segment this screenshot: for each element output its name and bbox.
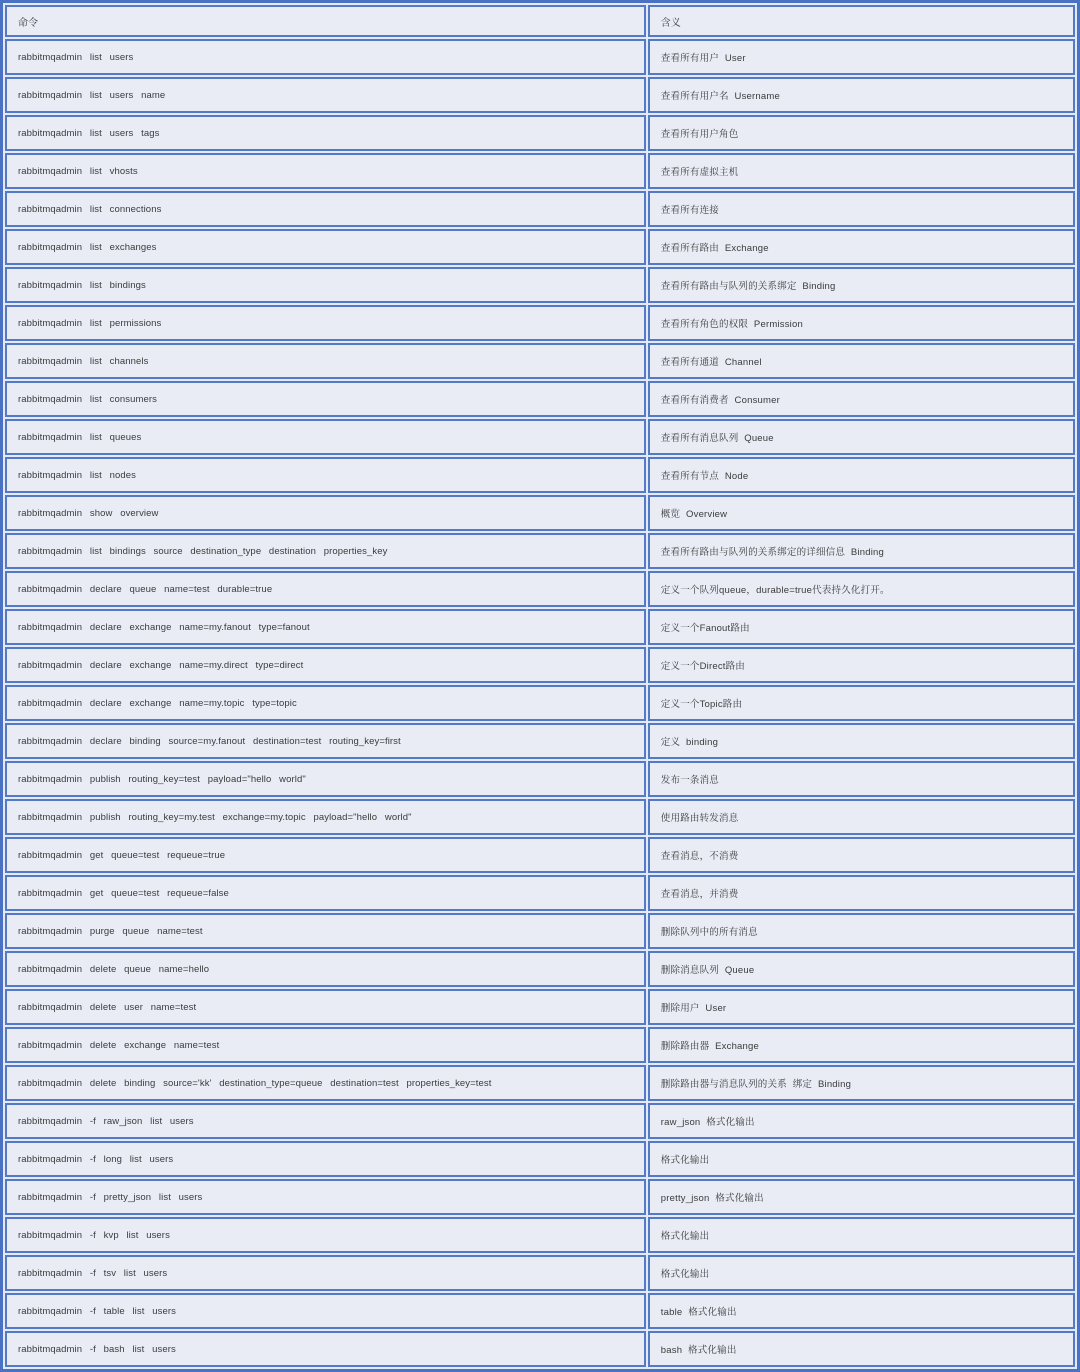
command-cell: rabbitmqadmin declare queue name=test durable=true <box>5 571 646 607</box>
meaning-cell: 查看所有路由与队列的关系绑定的详细信息 Binding <box>648 533 1075 569</box>
table-row <box>5 229 1075 265</box>
table-row <box>5 685 1075 721</box>
table-row <box>5 495 1075 531</box>
meaning-cell: bash 格式化输出 <box>648 1331 1075 1367</box>
meaning-cell: 使用路由转发消息 <box>648 799 1075 835</box>
meaning-cell: 发布一条消息 <box>648 761 1075 797</box>
meaning-cell: 删除消息队列 Queue <box>648 951 1075 987</box>
meaning-cell: 查看所有消费者 Consumer <box>648 381 1075 417</box>
meaning-cell: 删除用户 User <box>648 989 1075 1025</box>
meaning-cell: 查看所有路由与队列的关系绑定 Binding <box>648 267 1075 303</box>
table-row <box>5 647 1075 683</box>
command-cell: rabbitmqadmin -f table list users <box>5 1293 646 1329</box>
meaning-cell: 查看消息，不消费 <box>648 837 1075 873</box>
command-cell: rabbitmqadmin list connections <box>5 191 646 227</box>
command-cell: rabbitmqadmin list nodes <box>5 457 646 493</box>
table-row <box>5 875 1075 911</box>
table-row <box>5 1027 1075 1063</box>
command-cell: rabbitmqadmin show overview <box>5 495 646 531</box>
meaning-cell: 查看消息，并消费 <box>648 875 1075 911</box>
command-cell: rabbitmqadmin purge queue name=test <box>5 913 646 949</box>
meaning-cell: 定义一个Fanout路由 <box>648 609 1075 645</box>
command-cell: rabbitmqadmin declare exchange name=my.direct type=direct <box>5 647 646 683</box>
command-cell: rabbitmqadmin list exchanges <box>5 229 646 265</box>
command-cell: rabbitmqadmin list users name <box>5 77 646 113</box>
table-row <box>5 1293 1075 1329</box>
table-row <box>5 1331 1075 1367</box>
table-row <box>5 951 1075 987</box>
table-row <box>5 1141 1075 1177</box>
command-cell: rabbitmqadmin list channels <box>5 343 646 379</box>
meaning-cell: raw_json 格式化输出 <box>648 1103 1075 1139</box>
table-row <box>5 305 1075 341</box>
command-cell: rabbitmqadmin declare exchange name=my.topic type=topic <box>5 685 646 721</box>
command-cell: rabbitmqadmin publish routing_key=test payload="hello world" <box>5 761 646 797</box>
meaning-cell: 删除路由器 Exchange <box>648 1027 1075 1063</box>
command-cell: rabbitmqadmin delete queue name=hello <box>5 951 646 987</box>
table-row <box>5 799 1075 835</box>
table-row <box>5 1103 1075 1139</box>
command-cell: rabbitmqadmin -f pretty_json list users <box>5 1179 646 1215</box>
meaning-cell: 定义一个Direct路由 <box>648 647 1075 683</box>
command-cell: rabbitmqadmin -f bash list users <box>5 1331 646 1367</box>
column-header-meaning: 含义 <box>648 5 1075 37</box>
command-cell: rabbitmqadmin list permissions <box>5 305 646 341</box>
table-row <box>5 381 1075 417</box>
meaning-cell: pretty_json 格式化输出 <box>648 1179 1075 1215</box>
meaning-cell: 查看所有连接 <box>648 191 1075 227</box>
column-header-command: 命令 <box>5 5 646 37</box>
meaning-cell: 删除队列中的所有消息 <box>648 913 1075 949</box>
command-cell: rabbitmqadmin list bindings source destination_type destination properties_key <box>5 533 646 569</box>
meaning-cell: 查看所有角色的权限 Permission <box>648 305 1075 341</box>
command-cell: rabbitmqadmin delete binding source='kk' destination_type=queue destination=test properties_key=test <box>5 1065 646 1101</box>
command-cell: rabbitmqadmin list users tags <box>5 115 646 151</box>
table-row <box>5 77 1075 113</box>
command-cell: rabbitmqadmin -f long list users <box>5 1141 646 1177</box>
meaning-cell: 定义 binding <box>648 723 1075 759</box>
command-cell: rabbitmqadmin declare exchange name=my.fanout type=fanout <box>5 609 646 645</box>
meaning-cell: 删除路由器与消息队列的关系 绑定 Binding <box>648 1065 1075 1101</box>
command-cell: rabbitmqadmin list users <box>5 39 646 75</box>
command-cell: rabbitmqadmin declare binding source=my.fanout destination=test routing_key=first <box>5 723 646 759</box>
command-cell: rabbitmqadmin delete user name=test <box>5 989 646 1025</box>
command-cell: rabbitmqadmin -f tsv list users <box>5 1255 646 1291</box>
command-cell: rabbitmqadmin -f kvp list users <box>5 1217 646 1253</box>
table-header-row <box>5 5 1075 37</box>
meaning-cell: 格式化输出 <box>648 1255 1075 1291</box>
command-cell: rabbitmqadmin list bindings <box>5 267 646 303</box>
table-row <box>5 723 1075 759</box>
table-row <box>5 267 1075 303</box>
table-row <box>5 39 1075 75</box>
meaning-cell: table 格式化输出 <box>648 1293 1075 1329</box>
meaning-cell: 查看所有通道 Channel <box>648 343 1075 379</box>
meaning-cell: 查看所有消息队列 Queue <box>648 419 1075 455</box>
meaning-cell: 定义一个队列queue，durable=true代表持久化打开。 <box>648 571 1075 607</box>
command-cell: rabbitmqadmin -f raw_json list users <box>5 1103 646 1139</box>
table-row <box>5 609 1075 645</box>
command-cell: rabbitmqadmin get queue=test requeue=true <box>5 837 646 873</box>
meaning-cell: 查看所有用户角色 <box>648 115 1075 151</box>
table-body <box>5 39 1075 1367</box>
table-row <box>5 153 1075 189</box>
meaning-cell: 查看所有用户 User <box>648 39 1075 75</box>
table-row <box>5 1217 1075 1253</box>
meaning-cell: 查看所有路由 Exchange <box>648 229 1075 265</box>
table-row <box>5 761 1075 797</box>
table-row <box>5 115 1075 151</box>
table-row <box>5 533 1075 569</box>
command-cell: rabbitmqadmin delete exchange name=test <box>5 1027 646 1063</box>
command-cell: rabbitmqadmin list consumers <box>5 381 646 417</box>
table-row <box>5 1065 1075 1101</box>
meaning-cell: 格式化输出 <box>648 1217 1075 1253</box>
table-row <box>5 419 1075 455</box>
command-cell: rabbitmqadmin list queues <box>5 419 646 455</box>
table-row <box>5 913 1075 949</box>
meaning-cell: 定义一个Topic路由 <box>648 685 1075 721</box>
table-row <box>5 457 1075 493</box>
meaning-cell: 格式化输出 <box>648 1141 1075 1177</box>
table-row <box>5 571 1075 607</box>
table-row <box>5 191 1075 227</box>
table-row <box>5 1179 1075 1215</box>
table-row <box>5 1255 1075 1291</box>
table-row <box>5 989 1075 1025</box>
command-cell: rabbitmqadmin get queue=test requeue=false <box>5 875 646 911</box>
meaning-cell: 查看所有节点 Node <box>648 457 1075 493</box>
command-cell: rabbitmqadmin publish routing_key=my.test exchange=my.topic payload="hello world" <box>5 799 646 835</box>
table-row <box>5 343 1075 379</box>
meaning-cell: 查看所有用户名 Username <box>648 77 1075 113</box>
table-row <box>5 837 1075 873</box>
command-cell: rabbitmqadmin list vhosts <box>5 153 646 189</box>
meaning-cell: 概览 Overview <box>648 495 1075 531</box>
meaning-cell: 查看所有虚拟主机 <box>648 153 1075 189</box>
